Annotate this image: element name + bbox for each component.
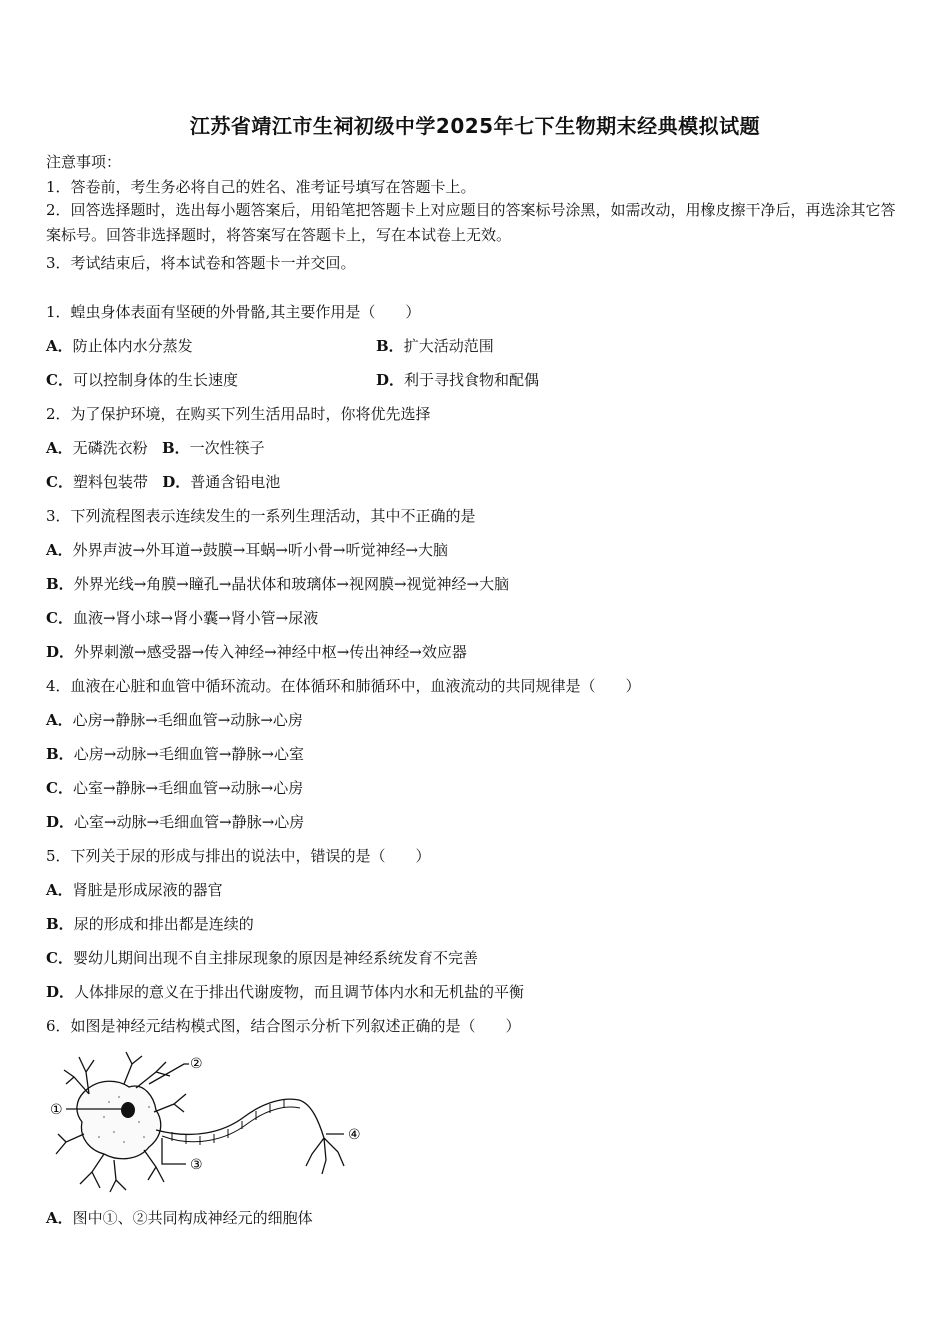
option-text: 扩大活动范围: [403, 337, 494, 355]
option-text: 肾脏是形成尿液的器官: [72, 881, 223, 899]
option-5d[interactable]: [46, 982, 524, 1002]
option-letter: D．: [376, 371, 405, 389]
option-letter: C．: [46, 609, 73, 627]
option-3b[interactable]: [46, 574, 509, 594]
option-text: 心房→静脉→毛细血管→动脉→心房: [72, 711, 303, 729]
option-text: 塑料包装带: [72, 473, 148, 491]
option-1c[interactable]: [46, 370, 238, 390]
option-text: 心室→动脉→毛细血管→静脉→心房: [74, 813, 305, 831]
question-stem-3: 3．下列流程图表示连续发生的一系列生理活动，其中不正确的是: [46, 507, 476, 525]
option-2c[interactable]: [46, 473, 148, 491]
option-letter: B．: [161, 439, 190, 457]
nerve-ending: [306, 1138, 344, 1174]
option-letter: C．: [46, 779, 73, 797]
question-stem-2: 2．为了保护环境，在购买下列生活用品时，你将优先选择: [46, 405, 431, 423]
question-stem-4: 4．血液在心脏和血管中循环流动。在体循环和肺循环中，血液流动的共同规律是（ ）: [46, 677, 641, 695]
option-text: 人体排尿的意义在于排出代谢废物，而且调节体内水和无机盐的平衡: [74, 983, 525, 1001]
option-letter: A．: [46, 439, 73, 457]
option-text: 一次性筷子: [189, 439, 265, 457]
dendrite: [144, 1150, 164, 1182]
option-3d[interactable]: [46, 642, 467, 662]
figure-label-3: ③: [190, 1157, 203, 1173]
option-2a[interactable]: [46, 439, 148, 457]
option-text: 图中①、②共同构成神经元的细胞体: [72, 1209, 313, 1227]
option-4c[interactable]: [46, 778, 303, 798]
option-letter: B．: [46, 575, 74, 593]
option-letter: D．: [46, 643, 75, 661]
option-1d[interactable]: [376, 370, 539, 390]
option-5a[interactable]: [46, 880, 223, 900]
dendrite: [154, 1094, 186, 1112]
axon: [156, 1099, 324, 1138]
option-4a[interactable]: [46, 710, 303, 730]
option-letter: A．: [46, 881, 73, 899]
option-text: 防止体内水分蒸发: [72, 337, 193, 355]
nucleus: [121, 1102, 135, 1118]
option-2d[interactable]: [162, 473, 280, 491]
option-2b[interactable]: [162, 439, 265, 457]
option-text: 尿的形成和排出都是连续的: [73, 915, 254, 933]
page-title: 江苏省靖江市生祠初级中学2025年七下生物期末经典模拟试题: [189, 114, 761, 138]
option-letter: C．: [46, 371, 73, 389]
neuron-diagram: [44, 1042, 374, 1197]
notice-item: 1．答卷前，考生务必将自己的姓名、准考证号填写在答题卡上。: [46, 178, 476, 196]
leader-line-3: [162, 1138, 186, 1164]
figure-label-4: ④: [348, 1127, 361, 1143]
option-letter: D．: [162, 473, 191, 491]
option-row-2cd: [46, 472, 280, 492]
option-text: 心室→静脉→毛细血管→动脉→心房: [72, 779, 304, 797]
option-text: 利于寻找食物和配偶: [404, 371, 540, 389]
option-text: 无磷洗衣粉: [72, 439, 148, 457]
option-3a[interactable]: [46, 540, 448, 560]
option-letter: A．: [46, 711, 73, 729]
option-text: 可以控制身体的生长速度: [72, 371, 238, 389]
option-row-2ab: [46, 438, 265, 458]
question-stem-1: 1．蝗虫身体表面有坚硬的外骨骼,其主要作用是（ ）: [46, 303, 421, 321]
option-text: 普通含铅电池: [190, 473, 281, 491]
option-letter: D．: [46, 983, 75, 1001]
question-stem-5: 5．下列关于尿的形成与排出的说法中，错误的是（ ）: [46, 847, 431, 865]
notice-item: 3．考试结束后，将本试卷和答题卡一并交回。: [46, 254, 356, 272]
option-text: 血液→肾小球→肾小囊→肾小管→尿液: [72, 609, 319, 627]
option-1a[interactable]: [46, 336, 193, 356]
option-letter: C．: [46, 473, 73, 491]
notice-heading: 注意事项：: [46, 153, 122, 171]
option-letter: B．: [46, 745, 74, 763]
option-4d[interactable]: [46, 812, 304, 832]
option-letter: A．: [46, 541, 73, 559]
option-text: 外界声波→外耳道→鼓膜→耳蜗→听小骨→听觉神经→大脑: [72, 541, 449, 559]
option-6a[interactable]: [46, 1208, 313, 1228]
option-letter: C．: [46, 949, 73, 967]
option-text: 外界刺激→感受器→传入神经→神经中枢→传出神经→效应器: [74, 643, 467, 661]
option-letter: B．: [46, 915, 74, 933]
option-text: 心房→动脉→毛细血管→静脉→心室: [73, 745, 304, 763]
option-letter: A．: [46, 337, 73, 355]
dendrite: [110, 1160, 126, 1192]
option-letter: D．: [46, 813, 75, 831]
dendrite: [124, 1052, 170, 1088]
figure-label-2: ②: [190, 1056, 203, 1072]
option-5b[interactable]: [46, 914, 254, 934]
option-text: 婴幼儿期间出现不自主排尿现象的原因是神经系统发育不完善: [72, 949, 478, 967]
option-3c[interactable]: [46, 608, 318, 628]
leader-line-2: [149, 1064, 189, 1084]
option-1b[interactable]: [376, 336, 494, 356]
notice-item: 2．回答选择题时，选出每小题答案后，用铅笔把答题卡上对应题目的答案标号涂黑，如需改动，用橡皮擦干净后，再选涂其它答案标号。回答非选择题时，将答案写在答题卡上，写在本试卷上无效。: [46, 201, 896, 244]
myelin-segments: [172, 1099, 284, 1145]
option-4b[interactable]: [46, 744, 304, 764]
option-letter: A．: [46, 1209, 73, 1227]
option-text: 外界光线→角膜→瞳孔→晶状体和玻璃体→视网膜→视觉神经→大脑: [73, 575, 510, 593]
question-stem-6: 6．如图是神经元结构模式图，结合图示分析下列叙述正确的是（ ）: [46, 1017, 521, 1035]
figure-label-1: ①: [50, 1102, 63, 1118]
option-5c[interactable]: [46, 948, 478, 968]
option-letter: B．: [376, 337, 404, 355]
